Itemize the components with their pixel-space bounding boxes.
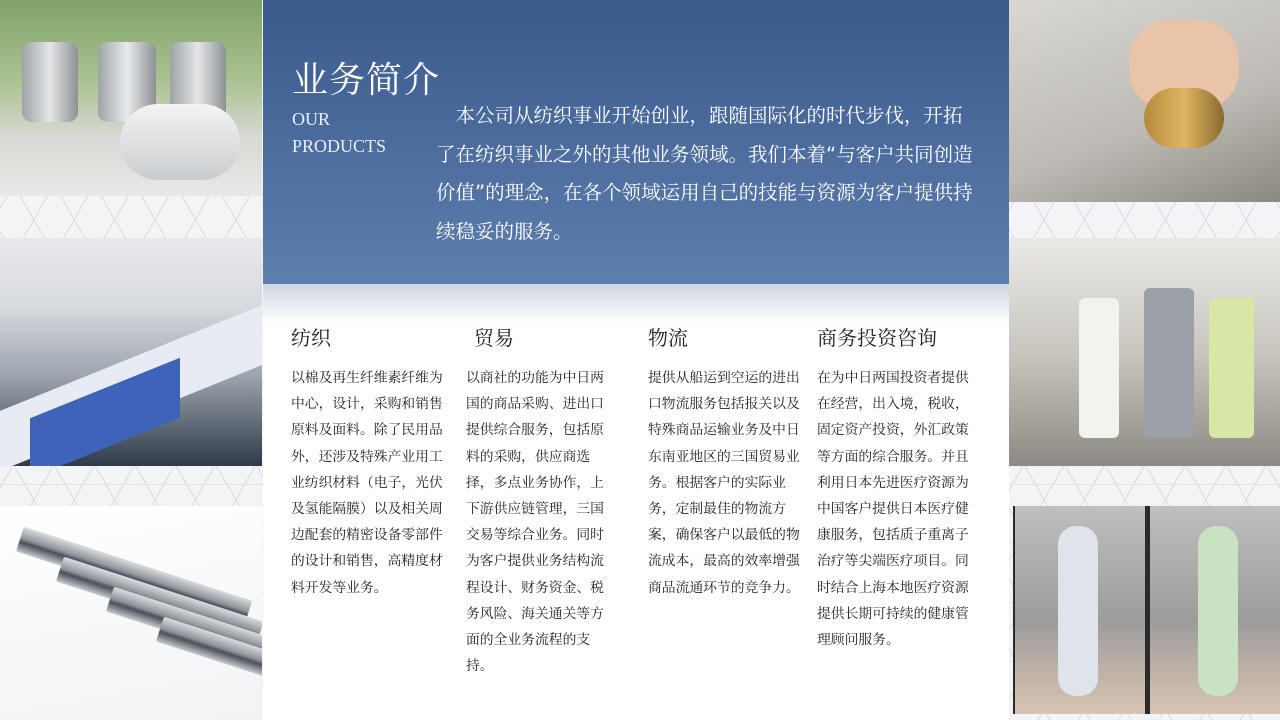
column-heading: 物流 — [648, 326, 688, 350]
page-title: 业务简介 — [292, 60, 441, 101]
column-body: 以商社的功能为中日两国的商品采购、进出口提供综合服务，包括原料的采购，供应商选择，多点业务协作，上下游供应链管理，三国交易等综合业务。同时为客户提供业务结构流程设计、财务资金、税务风险、海关通关等方面的全业务流程的支持。 — [466, 370, 604, 675]
intro-paragraph: 本公司从纺织事业开始创业，跟随国际化的时代步伐，开拓了在纺织事业之外的其他业务领域。我们本着“与客户共同创造价值”的理念，在各个领域运用自己的技能与资源为客户提供持续稳妥的服务。 — [436, 104, 973, 243]
column-heading: 商务投资咨询 — [817, 326, 937, 350]
business-column-consulting — [817, 322, 977, 653]
business-column-trade — [466, 322, 611, 679]
column-body: 提供从船运到空运的进出口物流服务包括报关以及特殊商品运输业务及中日东南亚地区的三国贸易业务。根据客户的实际业务，定制最佳的物流方案，确保客户以最低的物流成本，最高的效率增强商品流通环节的竞争力。 — [648, 370, 800, 596]
column-heading: 纺织 — [291, 326, 331, 350]
clothing-store-photo — [1009, 238, 1280, 466]
fabric-roll-hand-photo — [1009, 0, 1280, 202]
runway-models-photo — [1013, 506, 1280, 714]
metal-wire-spools-photo — [0, 0, 262, 196]
aluminium-profile-photo — [0, 506, 262, 720]
page-subtitle: OUR PRODUCTS — [292, 109, 387, 156]
business-column-textile — [291, 322, 449, 601]
column-body: 在为中日两国投资者提供在经营，出入境，税收，固定资产投资，外汇政策等方面的综合服务。并且利用日本先进医疗资源为中国客户提供日本医疗健康服务，包括质子重离子治疗等尖端医疗项目。同时结合上海本地医疗资源提供长期可持续的健康管理顾问服务。 — [817, 370, 969, 649]
weaving-loom-photo — [0, 238, 262, 466]
column-body: 以棉及再生纤维素纤维为中心，设计，采购和销售原料及面料。除了民用品外，还涉及特殊产业用工业纺织材料（电子，光伏及氢能隔膜）以及相关周边配套的精密设备零部件的设计和销售，高精度材料开发等业务。 — [291, 370, 443, 596]
business-column-logistics — [648, 322, 802, 601]
column-heading: 贸易 — [474, 326, 514, 350]
